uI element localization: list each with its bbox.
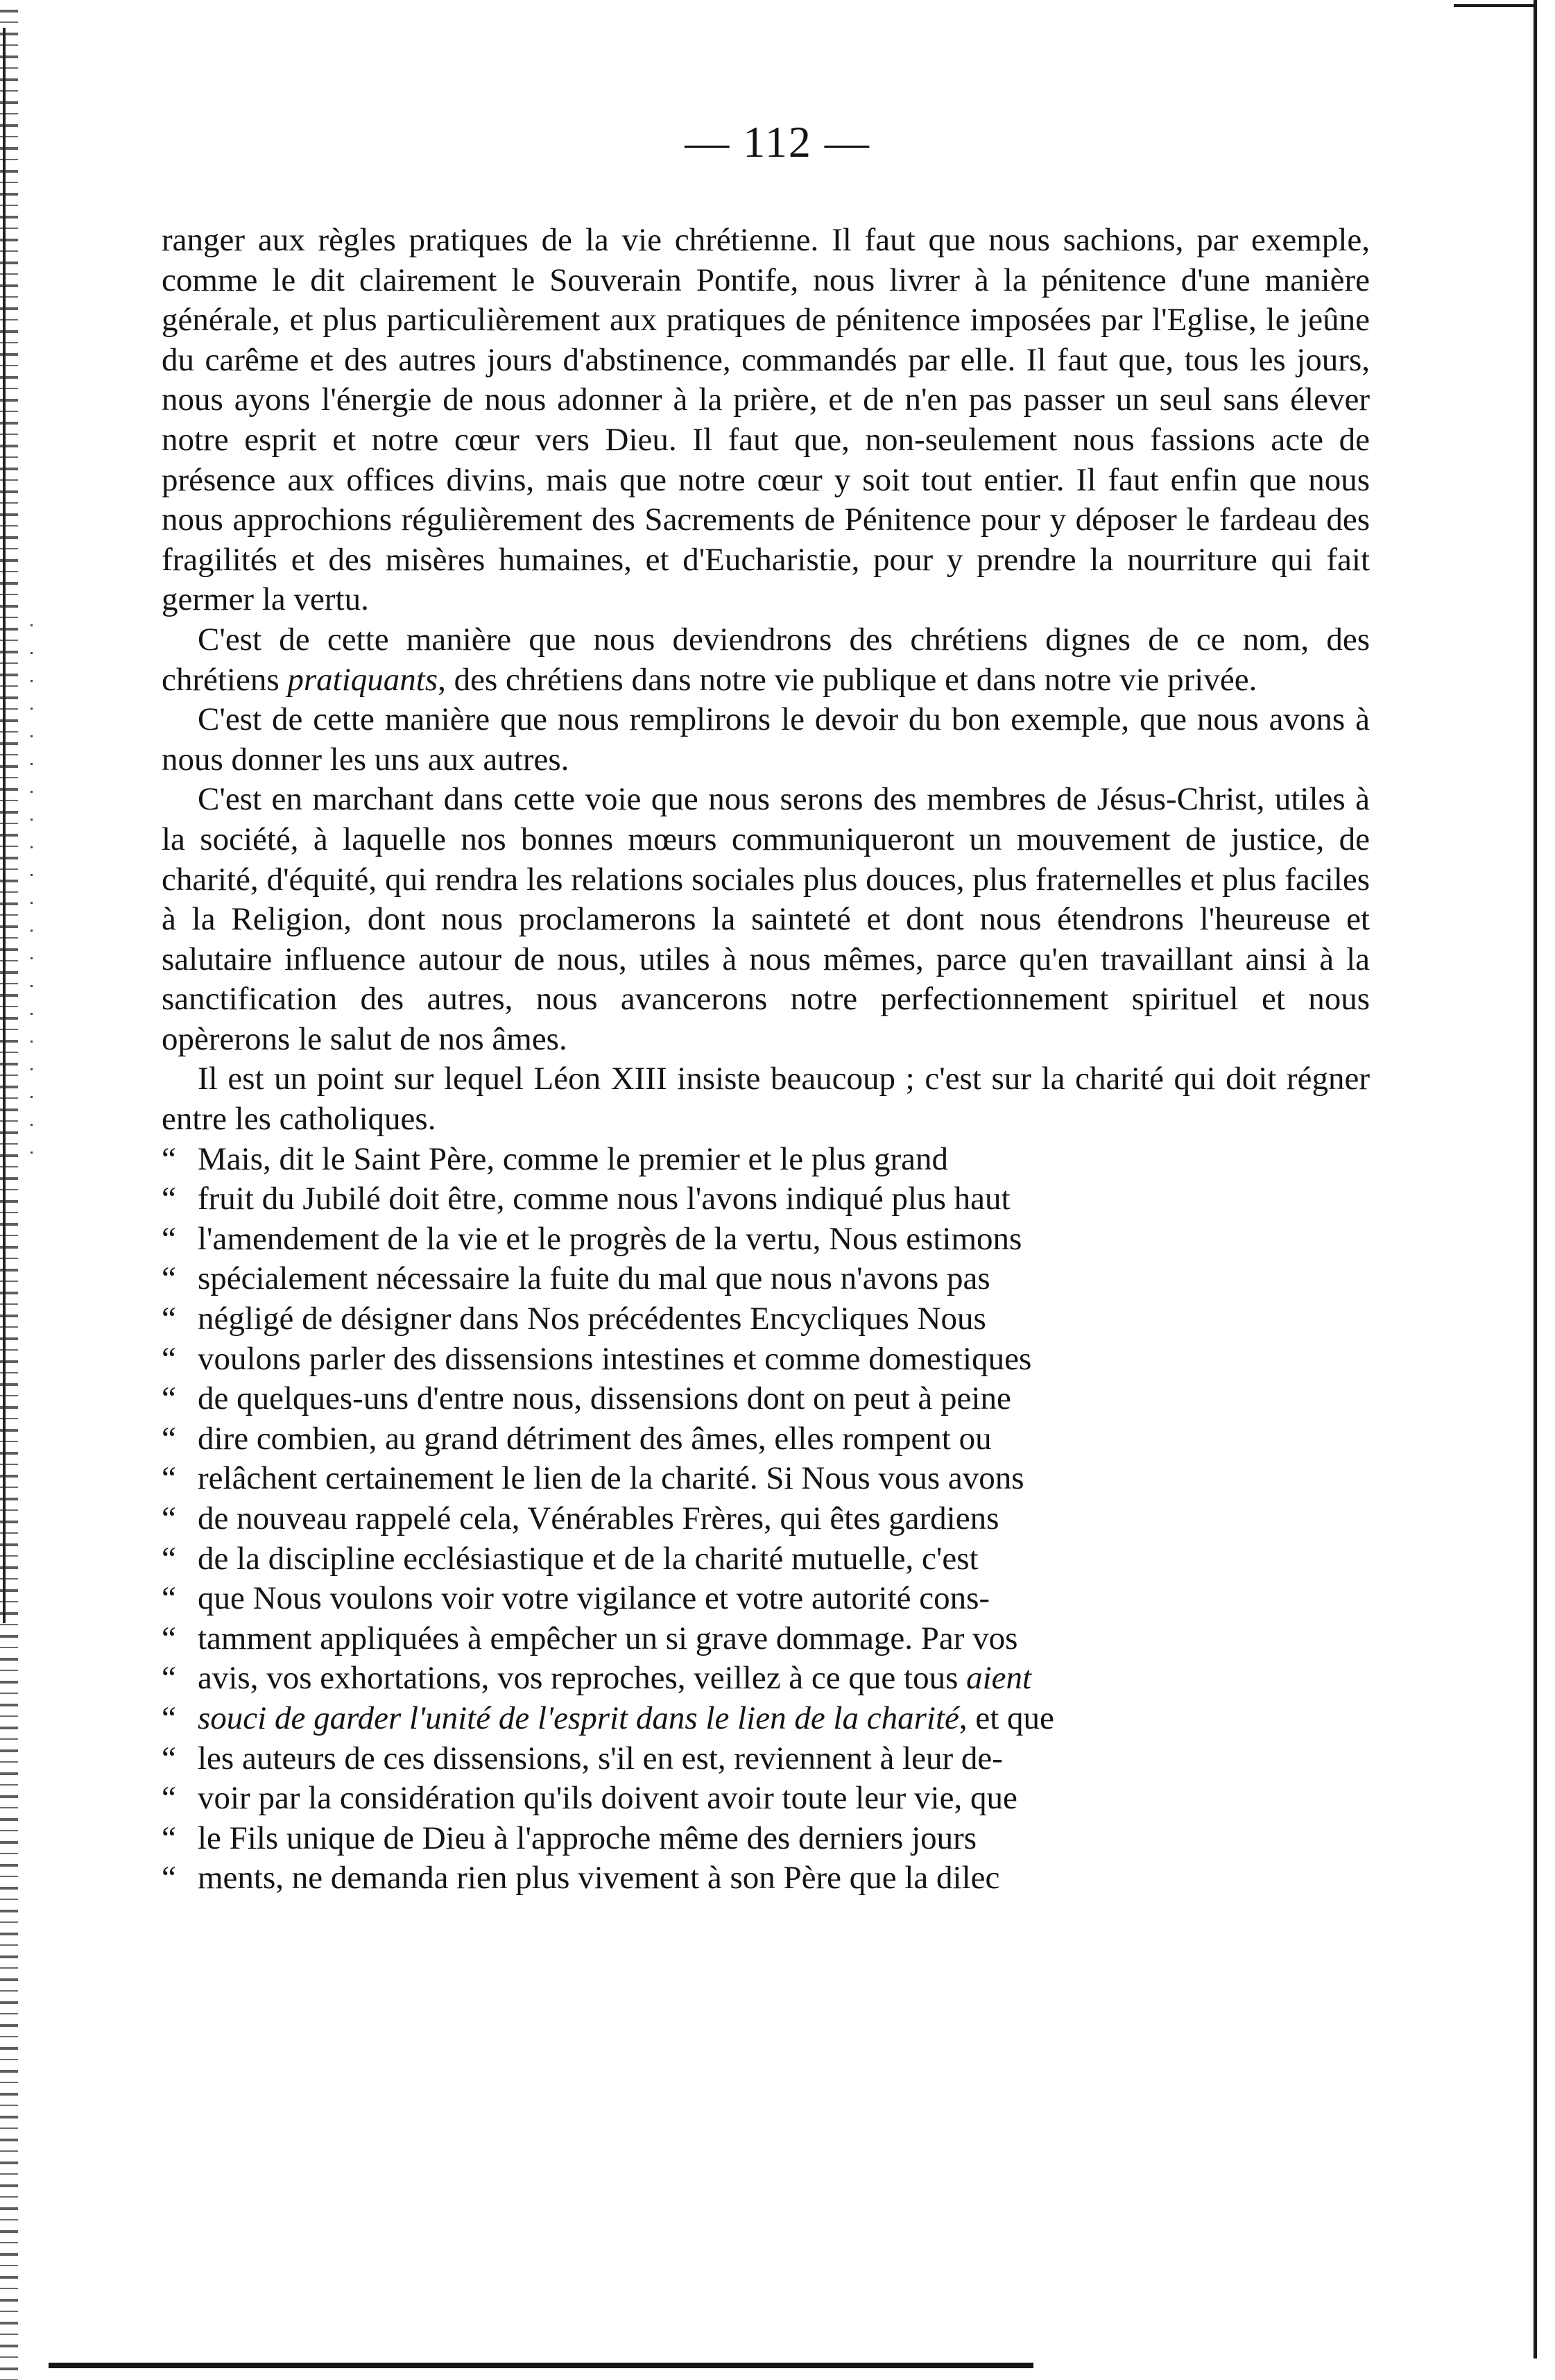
quote-line-text: de la discipline ecclésiastique et de la charité mutuelle, c'est <box>198 1540 979 1577</box>
left-margin-specks <box>31 624 33 1179</box>
quote-line <box>162 1179 1370 1219</box>
right-page-border <box>1533 0 1537 2358</box>
quote-mark: “ <box>162 1860 176 1897</box>
page-number: — 112 — <box>685 117 870 166</box>
quote-line <box>162 1659 1370 1699</box>
top-right-border-tick <box>1454 4 1537 7</box>
quote-mark: “ <box>162 1580 176 1617</box>
quote-mark: “ <box>162 1301 176 1337</box>
page-body <box>162 221 1370 1899</box>
quote-line <box>162 1779 1370 1819</box>
paragraph-5: Il est un point sur lequel Léon XIII insiste beaucoup ; c'est sur la charité qui doit régner entre les catholiques. <box>162 1061 1370 1138</box>
quote-mark: “ <box>162 1500 176 1536</box>
paragraph-1: ranger aux règles pratiques de la vie chrétienne. Il faut que nous sachions, par exemple, comme le dit clairement le Souverain Pontife, nous livrer à la pénitence d'une manière générale, et plus particulièrement aux pratiques de pénitence imposées par l'Eglise, le jeûne du carême et des autres jours d'abstinence, commandés par elle. Il faut que, tous les jours, nous ayons l'énergie de nous adonner à la prière, et de n'en pas passer un seul sans élever notre esprit et notre cœur vers Dieu. Il faut que, non-seulement nous fassions acte de présence aux offices divins, mais que notre cœur y soit tout entier. Il faut enfin que nous nous approchions régulièrement des Sacrements de Pénitence pour y déposer le fardeau des fragilités et des misères humaines, et d'Eucharistie, pour y prendre la nourriture qui fait germer la vertu. <box>162 222 1370 618</box>
quote-line-text: spécialement nécessaire la fuite du mal que nous n'avons pas <box>198 1260 990 1297</box>
quote-line-text: l'amendement de la vie et le progrès de la vertu, Nous estimons <box>198 1220 1022 1257</box>
quote-mark: “ <box>162 1181 176 1217</box>
quote-line <box>162 1858 1370 1899</box>
quote-line <box>162 1579 1370 1619</box>
quote-mark: “ <box>162 1140 176 1177</box>
paragraph-4: C'est en marchant dans cette voie que nous serons des membres de Jésus-Christ, utiles à la société, à laquelle nos bonnes mœurs communiqueront un mouvement de justice, de charité, d'équité, qui rendra les relations sociales plus douces, plus fraternelles et plus faciles à la Religion, dont nous proclamerons la sainteté et dont nous étendrons l'heureuse et salutaire influence autour de nous, utiles à nous mêmes, parce qu'en travaillant ainsi à la sanctification des autres, nous avancerons notre perfectionnement spirituel et nous opèrerons le salut de nos âmes. <box>162 781 1370 1057</box>
quote-line <box>162 1339 1370 1380</box>
quote-mark: “ <box>162 1380 176 1417</box>
quote-line <box>162 1819 1370 1859</box>
quote-line-text: Mais, dit le Saint Père, comme le premier et le plus grand <box>198 1140 949 1177</box>
quote-line-text: que Nous voulons voir votre vigilance et votre autorité cons- <box>198 1580 990 1617</box>
paragraph-2-text: C'est de cette manière que nous deviendrons des chrétiens dignes de ce nom, des chrétiens <box>162 621 1370 698</box>
quote-line <box>162 1419 1370 1459</box>
quote-line-text: les auteurs de ces dissensions, s'il en est, reviennent à leur de- <box>198 1740 1003 1777</box>
quote-mark: “ <box>162 1740 176 1777</box>
quote-line <box>162 1140 1370 1180</box>
quote-mark: “ <box>162 1820 176 1856</box>
quote-line <box>162 1699 1370 1739</box>
quote-mark: “ <box>162 1540 176 1577</box>
quote-line-text: tamment appliquées à empêcher un si grave dommage. Par vos <box>198 1620 1018 1656</box>
quote-line <box>162 1459 1370 1499</box>
quote-mark: “ <box>162 1620 176 1656</box>
quote-mark: “ <box>162 1420 176 1457</box>
paragraph-3: C'est de cette manière que nous remplirons le devoir du bon exemple, que nous avons à nous donner les uns aux autres. <box>162 701 1370 778</box>
quote-mark: “ <box>162 1460 176 1497</box>
quote-line <box>162 1379 1370 1419</box>
quote-line-text: le Fils unique de Dieu à l'approche même des derniers jours <box>198 1820 977 1856</box>
quote-line-text: voir par la considération qu'ils doivent avoir toute leur vie, que <box>198 1780 1017 1817</box>
quote-mark: “ <box>162 1700 176 1736</box>
quote-mark: “ <box>162 1660 176 1697</box>
quote-line-text: avis, vos exhortations, vos reproches, veillez à ce que tous <box>198 1660 967 1697</box>
paragraph-2-text-end: , des chrétiens dans notre vie publique et dans notre vie privée. <box>438 661 1257 698</box>
quote-line <box>162 1499 1370 1539</box>
paragraph-2-italic: pratiquants <box>287 661 438 698</box>
quote-line <box>162 1739 1370 1779</box>
quote-line-text: négligé de désigner dans Nos précédentes Encycliques Nous <box>198 1301 986 1337</box>
quote-line-text: , et que <box>959 1700 1054 1736</box>
quote-line-italic: souci de garder l'unité de l'esprit dans le lien de la charité <box>198 1700 959 1736</box>
quote-line-text: fruit du Jubilé doit être, comme nous l'avons indiqué plus haut <box>198 1181 1011 1217</box>
quote-line <box>162 1259 1370 1299</box>
quote-line <box>162 1299 1370 1339</box>
quote-mark: “ <box>162 1780 176 1817</box>
quote-mark: “ <box>162 1340 176 1377</box>
quote-line-text: relâchent certainement le lien de la charité. Si Nous vous avons <box>198 1460 1024 1497</box>
quote-line <box>162 1219 1370 1260</box>
quote-line-text: de quelques-uns d'entre nous, dissensions dont on peut à peine <box>198 1380 1011 1417</box>
quote-line-text: voulons parler des dissensions intestines et comme domestiques <box>198 1340 1032 1377</box>
bottom-rule <box>49 2363 1033 2368</box>
quote-line-text: ments, ne demanda rien plus vivement à son Père que la dilec <box>198 1860 1000 1897</box>
quote-line <box>162 1619 1370 1659</box>
quote-line-text: dire combien, au grand détriment des âmes, elles rompent ou <box>198 1420 992 1457</box>
paragraph-2 <box>162 620 1370 700</box>
left-binding-line <box>3 28 6 1623</box>
quote-line-italic: aient <box>966 1660 1032 1697</box>
quote-line <box>162 1539 1370 1579</box>
quote-mark: “ <box>162 1260 176 1297</box>
quote-line-text: de nouveau rappelé cela, Vénérables Frères, qui êtes gardiens <box>198 1500 999 1536</box>
quote-mark: “ <box>162 1220 176 1257</box>
encyclical-quote <box>162 1140 1370 1899</box>
